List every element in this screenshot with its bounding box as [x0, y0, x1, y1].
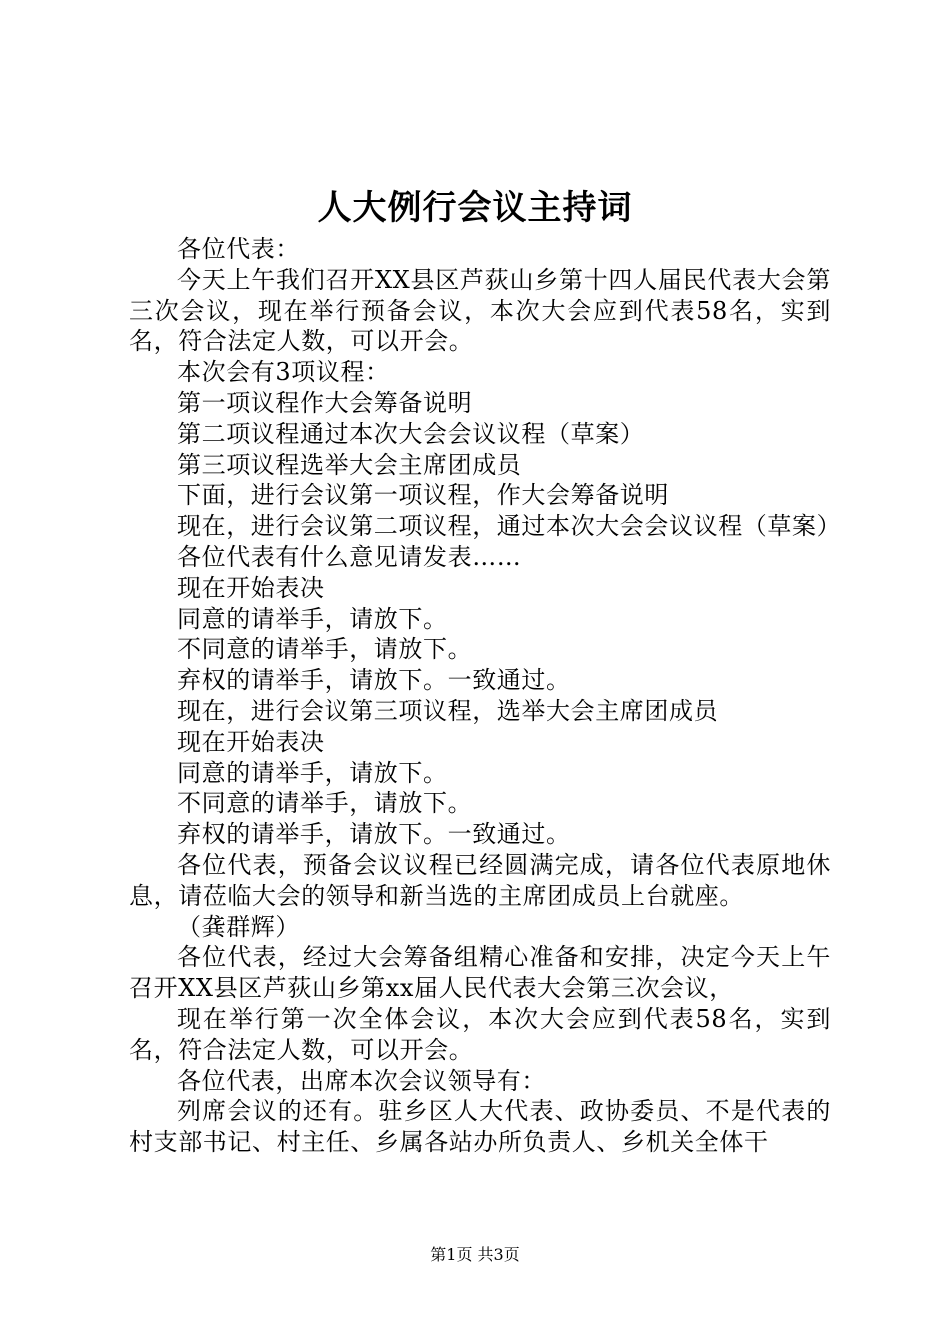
paragraph: 现在开始表决	[177, 573, 325, 602]
document-title: 人大例行会议主持词	[317, 188, 633, 228]
paragraph: 不同意的请举手，请放下。	[177, 635, 473, 664]
paragraph: 弃权的请举手，请放下。一致通过。	[177, 820, 571, 849]
document-body	[129, 234, 842, 1158]
paragraph: 现在开始表决	[177, 727, 325, 756]
paragraph: 第一项议程作大会筹备说明	[177, 388, 473, 417]
paragraph: 各位代表，出席本次会议领导有：	[177, 1066, 546, 1095]
paragraph: 不同意的请举手，请放下。	[177, 789, 473, 818]
paragraph: 各位代表有什么意见请发表……	[177, 542, 522, 571]
paragraph: 第二项议程通过本次大会会议议程（草案）	[177, 419, 645, 448]
paragraph: 同意的请举手，请放下。	[177, 758, 448, 787]
paragraph: 下面，进行会议第一项议程，作大会筹备说明	[177, 481, 669, 510]
paragraph: 各位代表，预备会议议程已经圆满完成，请各位代表原地休息，请莅临大会的领导和新当选的主席团成员上台就座。	[129, 850, 831, 910]
paragraph: 各位代表：	[177, 235, 300, 263]
page-footer: 第1页 共3页	[430, 1245, 520, 1264]
paragraph: 现在举行第一次全体会议，本次大会应到代表58名，实到名，符合法定人数，可以开会。	[129, 1004, 831, 1064]
paragraph: 列席会议的还有。驻乡区人大代表、政协委员、不是代表的村支部书记、村主任、乡属各站办所负责人、乡机关全体干	[129, 1097, 831, 1157]
paragraph: 各位代表，经过大会筹备组精心准备和安排，决定今天上午召开XX县区芦荻山乡第xx届人民代表大会第三次会议，	[129, 943, 831, 1003]
paragraph: 今天上午我们召开XX县区芦荻山乡第十四人届民代表大会第三次会议，现在举行预备会议，本次大会应到代表58名，实到名，符合法定人数，可以开会。	[129, 265, 831, 356]
paragraph: 同意的请举手，请放下。	[177, 604, 448, 633]
paragraph: （龚群辉）	[177, 912, 300, 941]
paragraph: 现在，进行会议第三项议程，选举大会主席团成员	[177, 696, 719, 725]
paragraph: 本次会有3项议程：	[177, 358, 390, 387]
paragraph: 第三项议程选举大会主席团成员	[177, 450, 522, 479]
paragraph: 弃权的请举手，请放下。一致通过。	[177, 666, 571, 695]
paragraph: 现在，进行会议第二项议程，通过本次大会会议议程（草案）	[177, 512, 842, 541]
